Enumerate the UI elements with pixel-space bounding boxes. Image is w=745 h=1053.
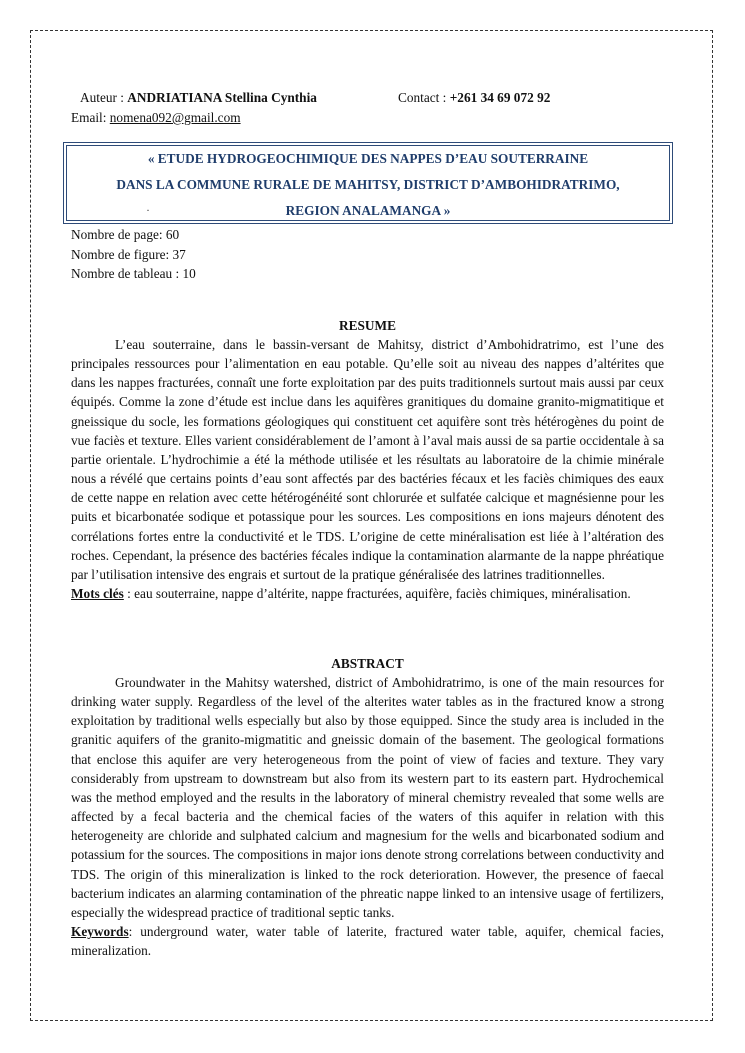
figure-count: Nombre de figure: 37 <box>71 246 186 262</box>
email-line <box>71 109 241 127</box>
abstract-keywords <box>71 922 664 960</box>
title-line-1: « ETUDE HYDROGEOCHIMIQUE DES NAPPES D’EAU SOUTERRAINE <box>147 151 589 166</box>
table-count: Nombre de tableau : 10 <box>71 266 196 281</box>
abstract-keywords-text: : underground water, water table of laterite, fractured water table, aquifer, chemical facies, mineralization. <box>71 924 664 959</box>
resume-keywords <box>71 584 664 603</box>
email-label: Email: <box>71 110 107 125</box>
stray-dot: . <box>147 204 149 213</box>
abstract-section <box>71 654 664 960</box>
author-label: Auteur : <box>80 90 124 105</box>
contact-label: Contact : <box>398 90 447 105</box>
abstract-keywords-label: Keywords <box>71 924 129 940</box>
title-line-2: DANS LA COMMUNE RURALE DE MAHITSY, DISTRICT D’AMBOHIDRATRIMO, <box>116 177 620 192</box>
resume-body: L’eau souterraine, dans le bassin-versant de Mahitsy, district d’Ambohidratrimo, est l’une des principales ressources pour l’alimentation en eau potable. Qu’elle soit au niveau des nappes d’altérites que dans les nappes fracturées, connaît une forte exploitation par des puits traditionnels surtout mais aussi par ceux équipés. Comme la zone d’étude est inclue dans les aquifères granitiques du domaine granito-migmatitique et gneissique du socle, les formations géologiques qui constituent cet aquifère sont très hétérogènes du point de vue faciès et texture. Elles varient considérablement de l’amont à l’aval mais aussi de sa partie occidentale à sa partie orientale. L’hydrochimie a été la méthode utilisée et les résultats au laboratoire de la chimie minérale nous a révélé que certains points d’eau sont affectés par des bactéries fécaux et les faciès chimiques des eaux de cette nappe en relation avec cette hétérogénéité sont chlorurée et sulfatée calcique et magnésienne pour les puits et bicarbonatée sodique et potassique pour les sources. Les compositions en ions majeurs dénotent des corrélations fortes entre la conductivité et le TDS. L’origine de cette minéralisation est liée à l’altération des roches. Cependant, la présence des bactéries fécales indique la contamination alarmante de la nappe phréatique par l’utilisation intensive des engrais et surtout de la pratique généralisée des latrines traditionnelles. <box>71 337 664 582</box>
abstract-heading: ABSTRACT <box>331 656 404 671</box>
title-line-3: REGION ANALAMANGA » <box>285 203 451 218</box>
resume-keywords-text: : eau souterraine, nappe d’altérite, nappe fracturées, aquifère, faciès chimiques, minéralisation. <box>123 586 631 602</box>
abstract-body: Groundwater in the Mahitsy watershed, district of Ambohidratrimo, is one of the main resources for drinking water supply. Regardless of the level of the alterites water tables as in the fractured know a strong exploitation by traditional wells especially but also by those equipped. Since the study area is included in the granitic aquifers of the granito-migmatitic and gneissic domain of the basement. The geological formations that enclose this aquifer are very heterogeneous from the point of view of facies and texture. They vary considerably from upstream to downstream but also from its western part to its eastern part. Hydrochemical was the method employed and the results in the laboratory of mineral chemistry revealed that some wells are affected by a fecal bacteria and the chemical facies of the waters of this aquifer in relation with this heterogeneity are chloride and sulphated calcium and magnesium for the wells and bicarbonated sodium and potassium for the sources. The compositions in major ions denote strong correlations between conductivity and TDS. The origin of this mineralization is linked to the rock deterioration. However, the presence of faecal bacterium indicates an alarming contamination of the phreatic nappe linked to an intensive usage of fertilizers, especially the widespread practice of traditional septic tanks. <box>71 675 664 920</box>
contact-value: +261 34 69 072 92 <box>449 90 551 105</box>
author-name: ANDRIATIANA Stellina Cynthia <box>127 90 317 105</box>
document-title <box>66 145 670 221</box>
resume-heading: RESUME <box>339 318 396 333</box>
email-link[interactable]: nomena092@gmail.com <box>109 110 241 125</box>
author-line <box>80 89 317 107</box>
page-count: Nombre de page: 60 <box>71 227 180 242</box>
document-counts <box>71 225 196 284</box>
resume-keywords-label: Mots clés <box>71 586 124 602</box>
contact-line <box>398 89 550 107</box>
title-box <box>63 142 673 224</box>
resume-section <box>71 316 664 603</box>
